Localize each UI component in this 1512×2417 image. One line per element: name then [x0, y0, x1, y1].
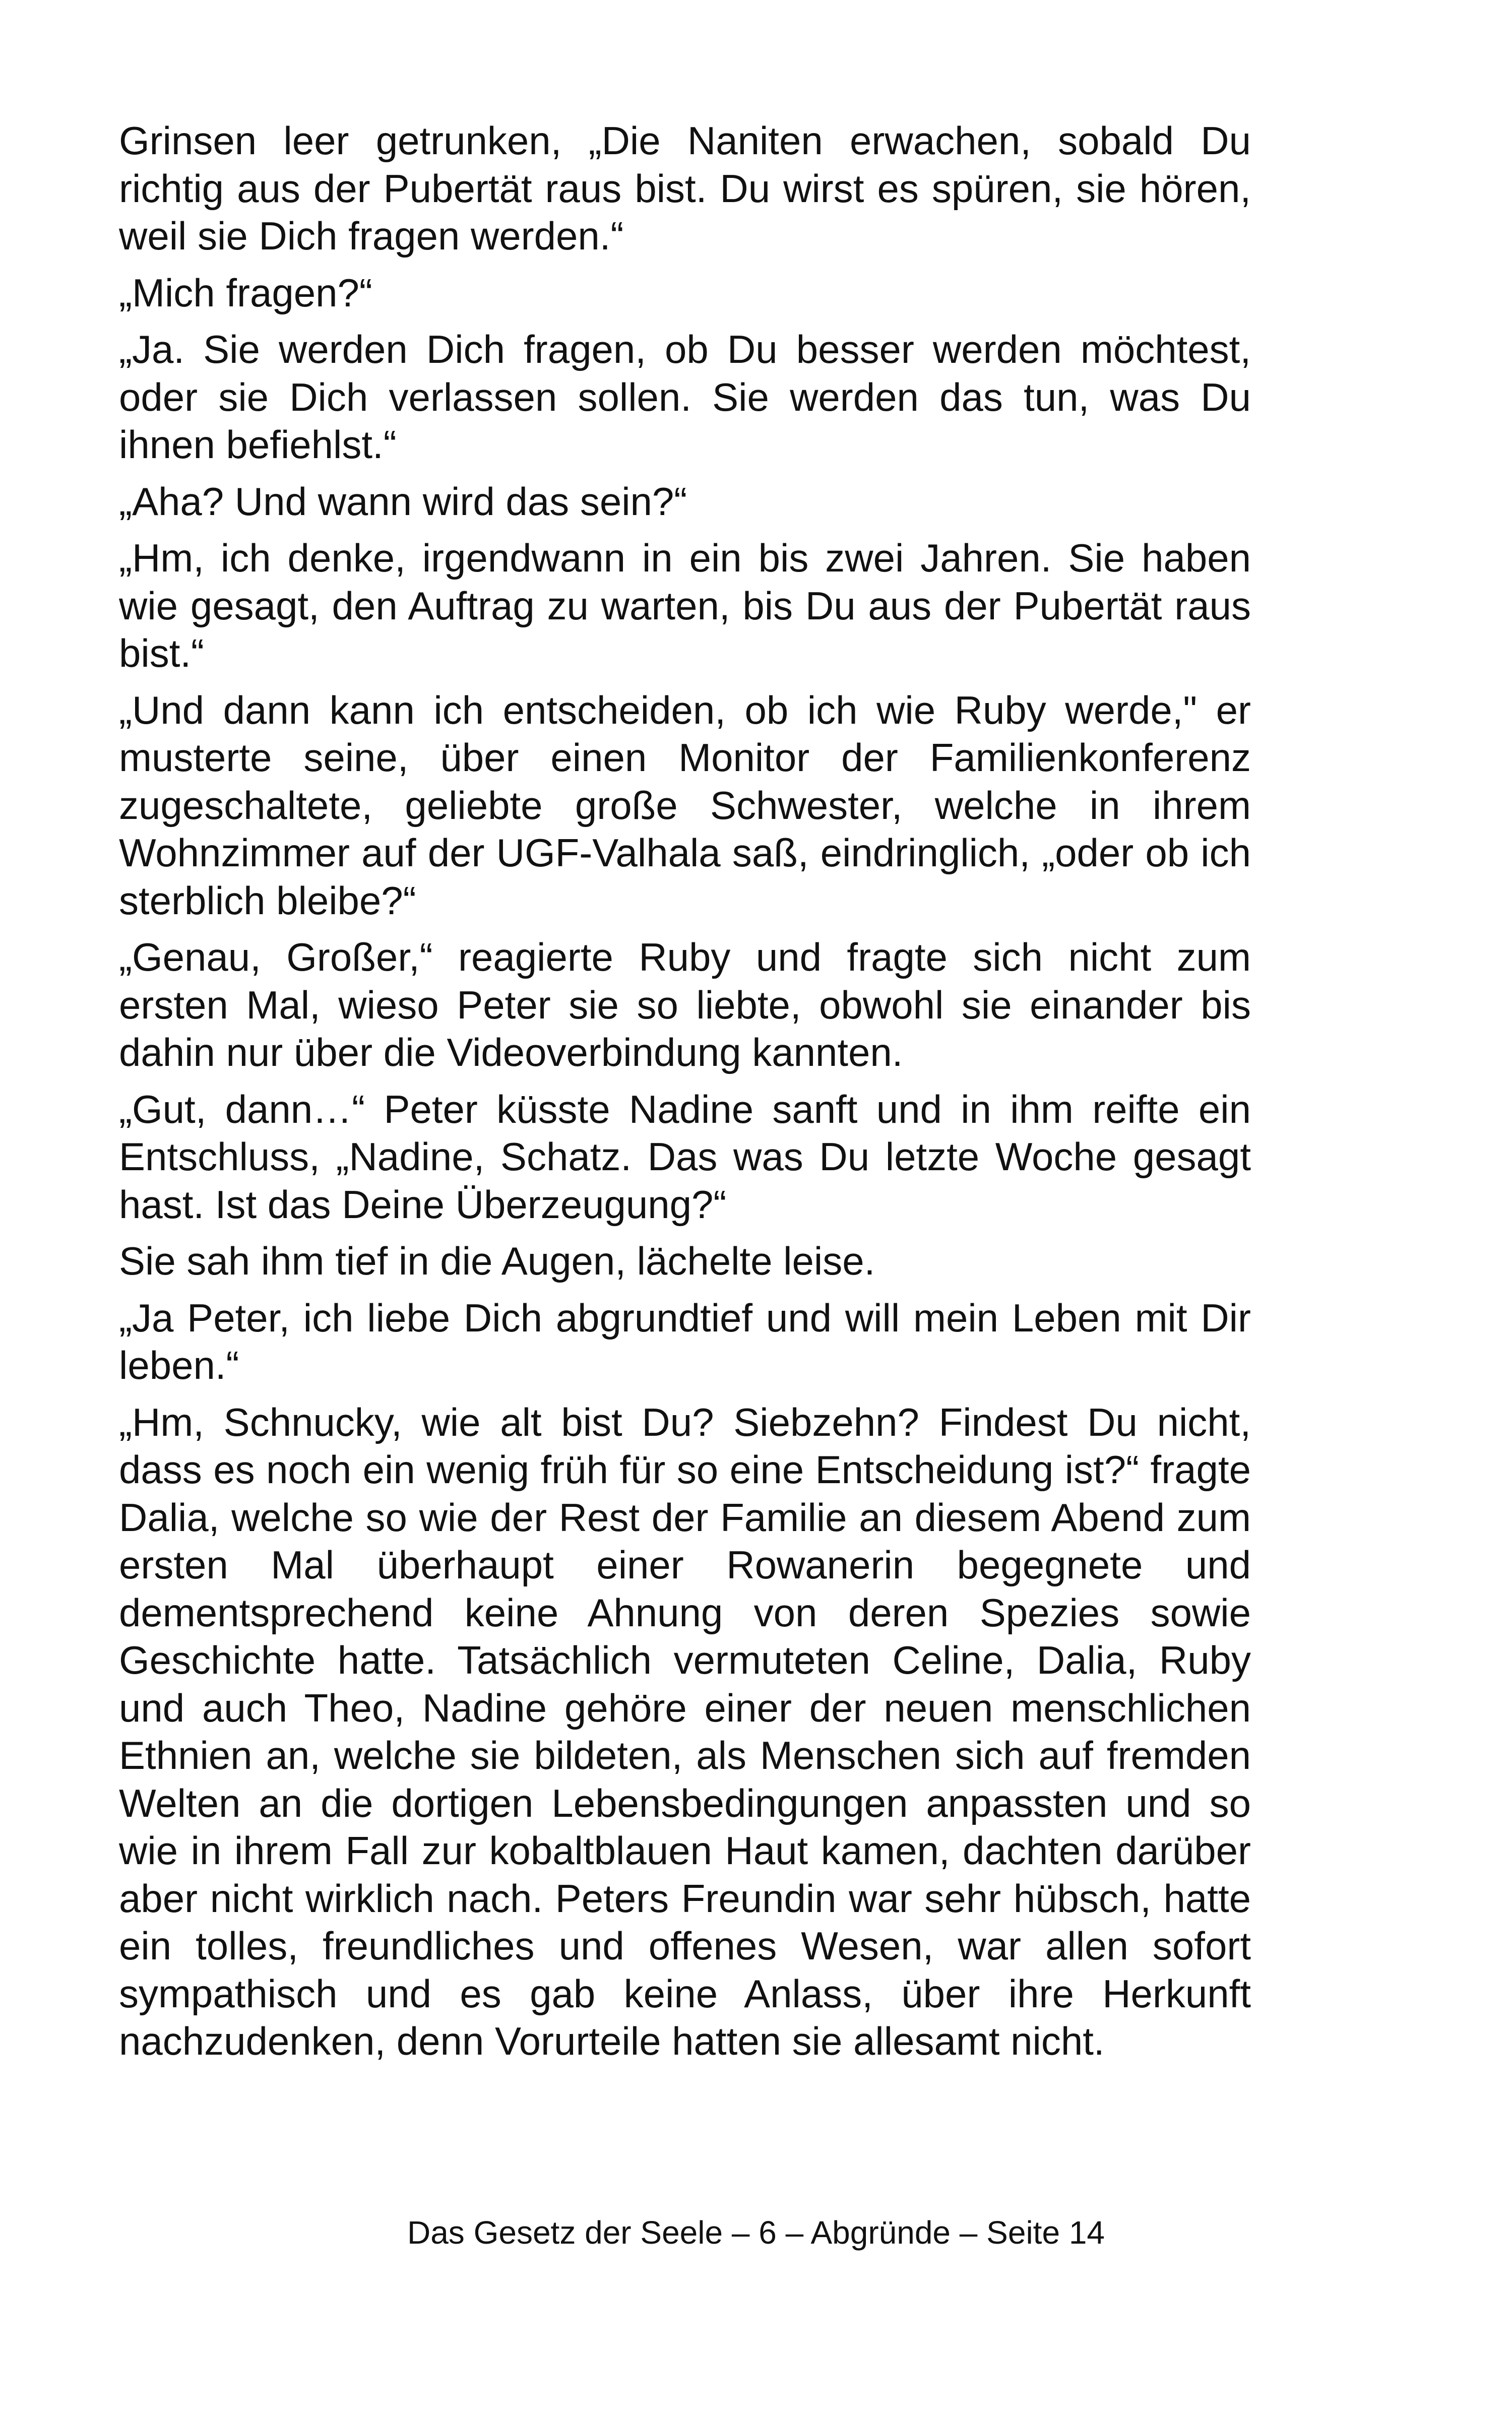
- paragraph: Sie sah ihm tief in die Augen, lächelte leise.: [119, 1239, 875, 1283]
- paragraph: Grinsen leer getrunken, „Die Naniten erwachen, sobald Du richtig aus der Pubertät raus bist. Du wirst es spüren, sie hören, weil sie Dich fragen werden.“: [119, 118, 1251, 258]
- paragraph: „Genau, Großer,“ reagierte Ruby und fragte sich nicht zum ersten Mal, wieso Peter sie so liebte, obwohl sie einander bis dahin nur über die Videoverbindung kannten.: [119, 935, 1251, 1074]
- paragraph: „Hm, ich denke, irgendwann in ein bis zwei Jahren. Sie haben wie gesagt, den Auftrag zu warten, bis Du aus der Pubertät raus bist.“: [119, 536, 1251, 675]
- paragraph: „Und dann kann ich entscheiden, ob ich wie Ruby werde," er musterte seine, über einen Monitor der Familienkonferenz zugeschaltete, geliebte große Schwester, welche in ihrem Wohnzimmer auf der UGF-Valhala saß, eindringlich, „oder ob ich sterblich bleibe?“: [119, 687, 1251, 923]
- paragraph: „Ja Peter, ich liebe Dich abgrundtief und will mein Leben mit Dir leben.“: [119, 1295, 1251, 1387]
- paragraph: „Mich fragen?“: [119, 270, 372, 315]
- paragraph: „Aha? Und wann wird das sein?“: [119, 479, 687, 524]
- paragraph: „Ja. Sie werden Dich fragen, ob Du besser werden möchtest, oder sie Dich verlassen sollen. Sie werden das tun, was Du ihnen befiehlst.“: [119, 327, 1251, 467]
- paragraph: „Hm, Schnucky, wie alt bist Du? Siebzehn? Findest Du nicht, dass es noch ein wenig früh für so eine Entscheidung ist?“ fragte Dalia, welche so wie der Rest der Familie an diesem Abend zum ersten Mal überhaupt einer Rowanerin begegnete und dementsprechend keine Ahnung von deren Spezies sowie Geschichte hatte. Tatsächlich vermuteten Celine, Dalia, Ruby und auch Theo, Nadine gehöre einer der neuen menschlichen Ethnien an, welche sie bildeten, als Menschen sich auf fremden Welten an die dortigen Lebensbedingungen anpassten und so wie in ihrem Fall zur kobaltblauen Haut kamen, dachten darüber aber nicht wirklich nach. Peters Freundin war sehr hübsch, hatte ein tolles, freundliches und offenes Wesen, war allen sofort sympathisch und es gab keine Anlass, über ihre Herkunft nachzudenken, denn Vorurteile hatten sie allesamt nicht.: [119, 1400, 1251, 2063]
- page-body-text: [119, 117, 1251, 2074]
- page-footer: Das Gesetz der Seele – 6 – Abgründe – Seite 14: [407, 2214, 1105, 2251]
- paragraph: „Gut, dann…“ Peter küsste Nadine sanft und in ihm reifte ein Entschluss, „Nadine, Schatz. Das was Du letzte Woche gesagt hast. Ist das Deine Überzeugung?“: [119, 1087, 1251, 1227]
